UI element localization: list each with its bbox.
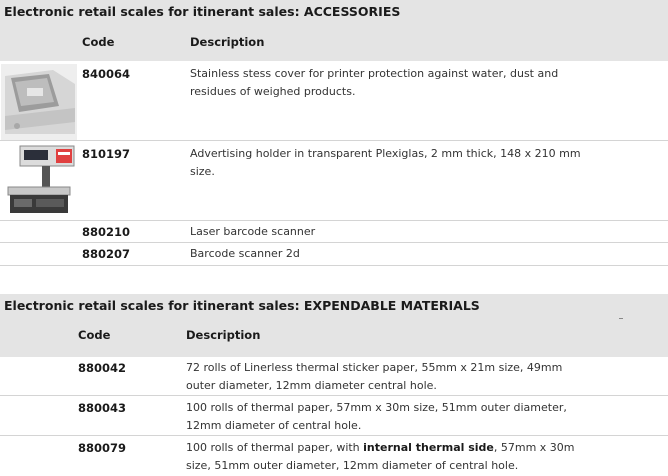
column-header-code: Code bbox=[82, 35, 115, 49]
item-code: 880079 bbox=[78, 441, 127, 455]
description-emphasis: internal thermal side bbox=[363, 441, 494, 454]
table-row bbox=[0, 357, 668, 396]
column-header-description: Description bbox=[190, 35, 265, 49]
expendables-header-row bbox=[0, 317, 668, 357]
table-row bbox=[0, 141, 668, 221]
accessories-header-row bbox=[0, 23, 668, 61]
table-row bbox=[0, 436, 668, 476]
printer-cover-image bbox=[1, 64, 77, 144]
item-description: Advertising holder in transparent Plexiglas, 2 mm thick, 148 x 210 mm size. bbox=[190, 147, 581, 178]
item-description bbox=[186, 439, 575, 475]
item-code: 840064 bbox=[82, 67, 131, 81]
description-text: , 57mm x 30m size, 51mm outer diameter, 12mm diameter of central hole. bbox=[186, 441, 575, 472]
table-row bbox=[0, 396, 668, 436]
column-header-description: Description bbox=[186, 328, 261, 342]
item-description: 100 rolls of thermal paper, 57mm x 30m size, 51mm outer diameter, 12mm diameter of central hole. bbox=[186, 401, 567, 432]
divider bbox=[619, 318, 623, 319]
scale-with-holder-image bbox=[2, 143, 76, 223]
expendables-title: Electronic retail scales for itinerant sales: EXPENDABLE MATERIALS bbox=[0, 294, 668, 317]
item-code: 810197 bbox=[82, 147, 131, 161]
item-description: Laser barcode scanner bbox=[190, 225, 316, 238]
item-code: 880043 bbox=[78, 401, 127, 415]
item-code: 880042 bbox=[78, 361, 127, 375]
table-row bbox=[0, 221, 668, 243]
item-code: 880210 bbox=[82, 225, 131, 239]
column-header-code: Code bbox=[78, 328, 111, 342]
item-description: 72 rolls of Linerless thermal sticker paper, 55mm x 21m size, 49mm outer diameter, 12mm diameter central hole. bbox=[186, 361, 563, 392]
item-code: 880207 bbox=[82, 247, 131, 261]
description-text: 100 rolls of thermal paper, with bbox=[186, 441, 364, 454]
item-description: Barcode scanner 2d bbox=[190, 247, 300, 260]
table-row bbox=[0, 61, 668, 141]
accessories-title: Electronic retail scales for itinerant sales: ACCESSORIES bbox=[0, 0, 668, 23]
item-description: Stainless stess cover for printer protection against water, dust and residues of weighed products. bbox=[190, 67, 559, 98]
table-row bbox=[0, 243, 668, 266]
